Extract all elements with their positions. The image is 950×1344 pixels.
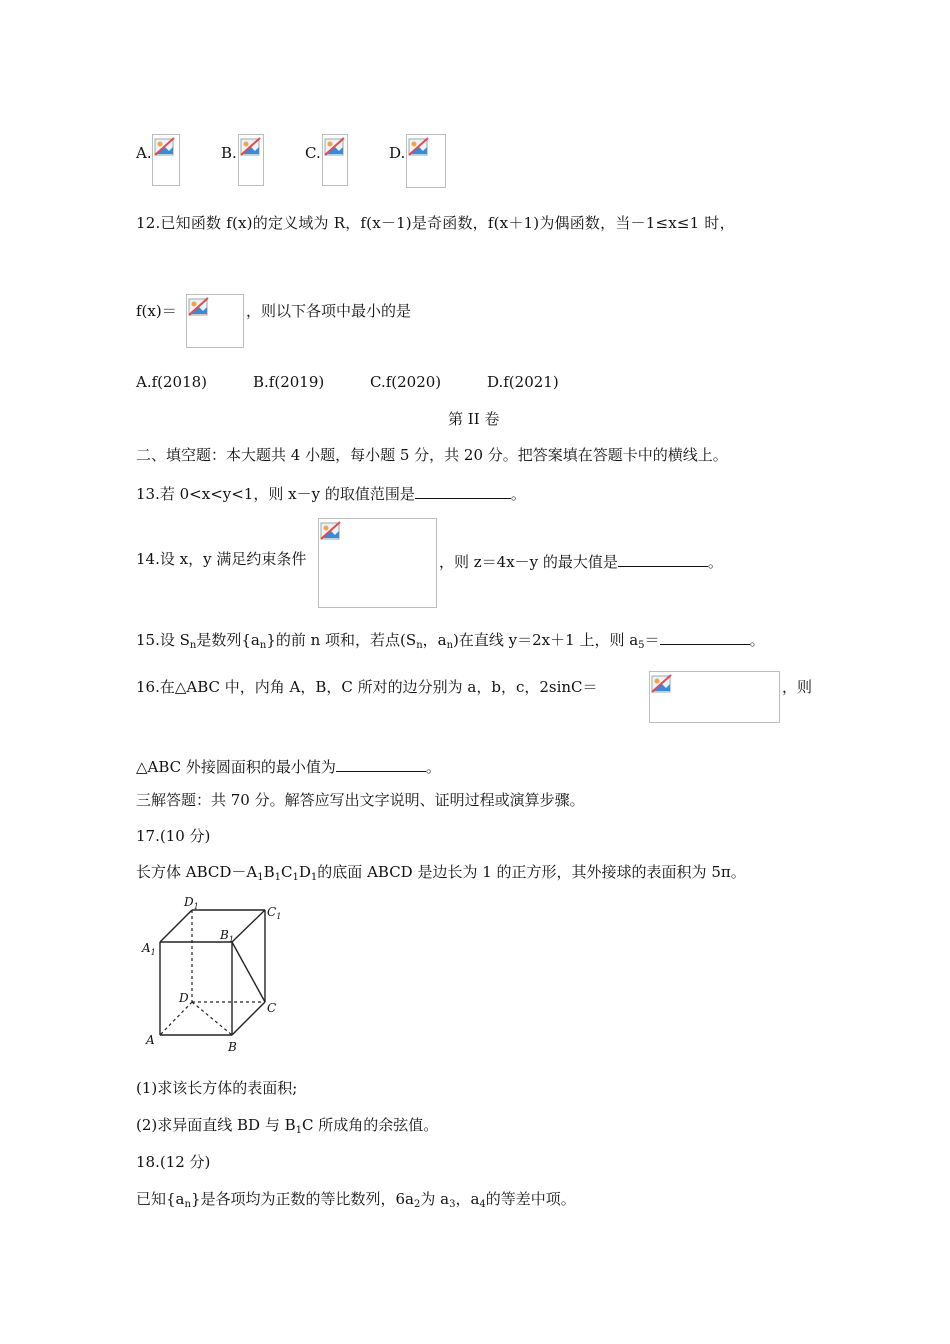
- q15-sub-2: n: [259, 640, 267, 651]
- q15-sub-4: n: [446, 640, 454, 651]
- q17-text-3: C: [281, 863, 293, 881]
- q17-part2-text-b: C 所成角的余弦值。: [302, 1116, 439, 1134]
- q13: [136, 484, 526, 502]
- section-title: 第 II 卷: [448, 410, 500, 428]
- q14-tail: [439, 552, 723, 570]
- q14-constraints-image: [318, 518, 437, 608]
- q12-option-c: C.f(2020): [370, 373, 442, 391]
- q15-text-4: ，a: [422, 631, 447, 649]
- label-b1: $B_1$: [220, 928, 234, 944]
- q15-answer-blank[interactable]: [660, 630, 750, 645]
- q17-sub-4: 1: [310, 872, 318, 883]
- q17-text-5: 的底面 ABCD 是边长为 1 的正方形，其外接球的表面积为 5π。: [317, 863, 746, 881]
- broken-image-icon: [408, 136, 430, 158]
- q15-sub-3: n: [416, 640, 423, 651]
- option-d-image: [406, 134, 446, 188]
- q18-sub-2: 2: [413, 1199, 421, 1210]
- q15-end: 。: [749, 631, 765, 649]
- q18-text-5: 的等差中项。: [485, 1190, 576, 1208]
- label-a: A: [146, 1033, 155, 1047]
- q17-head: 17.(10 分): [136, 827, 211, 845]
- option-a-image: [152, 134, 180, 186]
- q17-statement: [136, 863, 746, 883]
- q18-statement: [136, 1190, 576, 1210]
- q12-function-image: [186, 294, 244, 348]
- broken-image-icon: [651, 673, 673, 695]
- q16-suffix: ，则: [782, 678, 813, 696]
- segment-bd: [192, 1002, 232, 1035]
- q18-sub-3: 3: [449, 1199, 456, 1210]
- q17-part2: [136, 1116, 439, 1136]
- q13-end: 。: [510, 485, 526, 503]
- q15: [136, 630, 765, 651]
- q14-answer-blank[interactable]: [618, 552, 708, 567]
- q18-text-3: 为 a: [420, 1190, 450, 1208]
- q17-sub-1: 1: [257, 872, 264, 883]
- q15-sub-5: 5: [638, 640, 645, 651]
- label-a1: $A_1$: [142, 941, 156, 957]
- q18-head: 18.(12 分): [136, 1153, 211, 1171]
- q15-text-1: 15.设 S: [136, 631, 190, 649]
- q12-option-a: A.f(2018): [136, 373, 208, 391]
- q17-sub-2: 1: [274, 872, 282, 883]
- option-c-label: C.: [305, 144, 321, 162]
- q16-line2: [136, 757, 441, 775]
- broken-image-icon: [188, 296, 210, 318]
- q12-option-b: B.f(2019): [253, 373, 325, 391]
- label-b: B: [228, 1040, 237, 1054]
- q12-line1: 12.已知函数 f(x)的定义域为 R，f(x－1)是奇函数，f(x＋1)为偶函数，当－1≤x≤1 时，: [136, 214, 735, 232]
- broken-image-icon: [320, 520, 342, 542]
- q18-sub-1: n: [184, 1199, 191, 1210]
- q17-text-1: 长方体 ABCD－A: [136, 863, 258, 881]
- edge-bc: [232, 1002, 265, 1035]
- label-d1: $D_1$: [184, 895, 199, 911]
- cuboid-figure: [134, 892, 294, 1060]
- q17-part1: (1)求该长方体的表面积;: [136, 1079, 298, 1097]
- section2-intro: 二、填空题：本大题共 4 小题，每小题 5 分，共 20 分。把答案填在答题卡中的横线上。: [136, 446, 728, 464]
- q16-formula-image: [649, 671, 780, 723]
- label-d: D: [179, 991, 189, 1005]
- section3-intro: 三解答题：共 70 分。解答应写出文字说明、证明过程或演算步骤。: [136, 791, 585, 809]
- q15-text-6: ＝: [644, 631, 660, 649]
- edge-b1c1: [232, 910, 265, 942]
- q17-sub-3: 1: [292, 872, 299, 883]
- q18-text-2: }是各项均为正数的等比数列，6a: [190, 1190, 414, 1208]
- q16-answer-blank[interactable]: [336, 757, 426, 772]
- q18-sub-4: 4: [479, 1199, 486, 1210]
- q17-part2-sub: 1: [295, 1125, 302, 1136]
- q13-answer-blank[interactable]: [415, 484, 511, 499]
- broken-image-icon: [154, 136, 176, 158]
- q15-text-2: 是数列{a: [196, 631, 260, 649]
- q16-prefix: 16.在△ABC 中，内角 A，B，C 所对的边分别为 a，b，c，2sinC＝: [136, 678, 598, 696]
- q13-text: 13.若 0<x<y<1，则 x－y 的取值范围是: [136, 485, 415, 503]
- q18-text-4: ，a: [455, 1190, 480, 1208]
- broken-image-icon: [324, 136, 346, 158]
- q17-text-2: B: [263, 863, 275, 881]
- option-c-image: [322, 134, 348, 186]
- q12-option-d: D.f(2021): [487, 373, 559, 391]
- option-b-image: [238, 134, 264, 186]
- option-b-label: B.: [221, 144, 237, 162]
- edge-da: [160, 1002, 192, 1035]
- q14-suffix: ，则 z＝4x－y 的最大值是: [439, 553, 618, 571]
- q17-part2-text-a: (2)求异面直线 BD 与 B: [136, 1116, 296, 1134]
- q15-sub-1: n: [189, 640, 197, 651]
- option-a-label: A.: [136, 144, 152, 162]
- q16-line2-text: △ABC 外接圆面积的最小值为: [136, 758, 336, 776]
- q18-text-1: 已知{a: [136, 1190, 185, 1208]
- q15-text-5: )在直线 y＝2x＋1 上，则 a: [453, 631, 639, 649]
- q14-prefix: 14.设 x，y 满足约束条件: [136, 550, 307, 568]
- edge-a1d1: [160, 910, 192, 942]
- q15-text-3: }的前 n 项和，若点(S: [266, 631, 417, 649]
- q12-line2-suffix: ，则以下各项中最小的是: [246, 302, 412, 320]
- q17-text-4: D: [298, 863, 311, 881]
- label-c: C: [267, 1001, 277, 1015]
- q16-end: 。: [425, 758, 441, 776]
- option-d-label: D.: [389, 144, 406, 162]
- broken-image-icon: [240, 136, 262, 158]
- label-c1: $C_1$: [267, 905, 282, 921]
- q14-end: 。: [707, 553, 723, 571]
- q12-line2-prefix: f(x)＝: [136, 302, 177, 320]
- segment-b1c: [232, 942, 265, 1002]
